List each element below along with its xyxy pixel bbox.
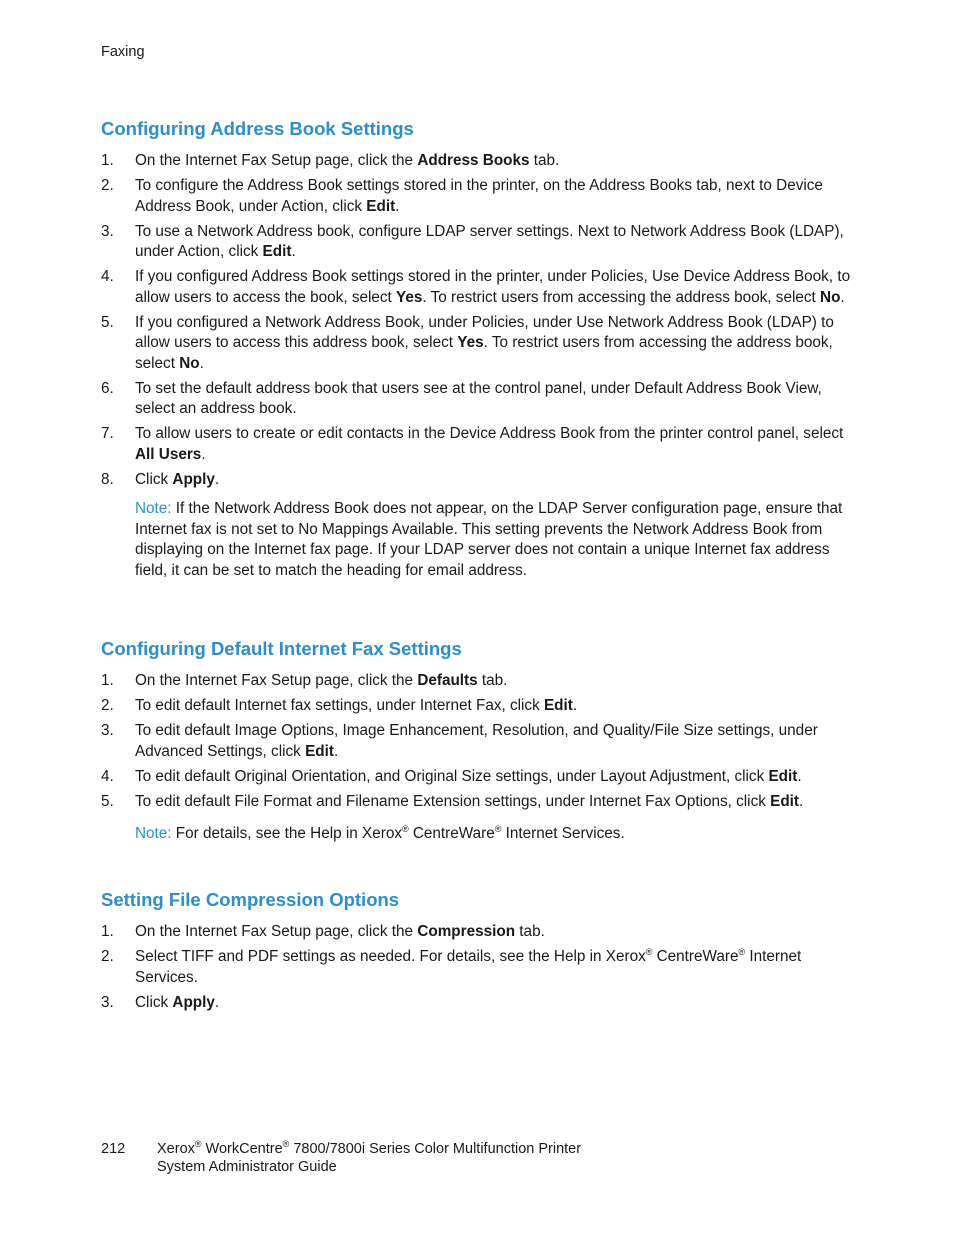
step-number: 6. [101,379,114,397]
section-heading: Configuring Default Internet Fax Settings [101,638,462,659]
section-address-book [101,117,861,581]
registered-mark: ® [282,1139,290,1150]
step-number: 5. [101,313,114,331]
text-run: . [799,792,804,810]
bold-term: Apply [172,470,215,488]
text-run: . [395,197,400,215]
note-label: Note: [135,825,172,842]
step-number: 1. [101,672,114,689]
step-number: 5. [101,792,114,810]
step-number: 4. [101,268,114,285]
text-run: Internet Services. [135,948,802,986]
text-run: CentreWare [652,948,739,965]
registered-mark: ® [401,823,409,834]
registered-mark: ® [738,946,746,957]
footer-product-line [157,1140,581,1158]
step-number: 4. [101,767,114,785]
step-number: 7. [101,425,114,442]
text-run: Click [135,993,173,1011]
text-run: Internet Services. [501,825,625,842]
text-run: . [214,470,220,488]
bold-term: Edit [366,197,396,215]
bold-term: Edit [543,697,573,714]
step-number: 1. [101,923,114,940]
bold-term: Yes [457,334,484,351]
text-run: . [201,445,206,463]
step-number: 3. [101,993,114,1011]
text-run: To edit default Original Orientation, and Original Size settings, under Layout Adjustment, click [135,767,769,785]
section-heading: Setting File Compression Options [101,889,400,910]
list-item [101,922,861,943]
section-file-compression [101,888,861,1018]
bold-term: All Users [135,445,202,463]
note [135,499,855,581]
text-run: Select TIFF and PDF settings as needed. For details, see the Help in Xerox [135,948,646,965]
text-run: Click [135,470,173,488]
running-head: Faxing [101,44,145,60]
text-run: . [572,697,578,714]
text-run: To use a Network Address book, configure LDAP server settings. Next to Network Address Book (LDAP), under Action, click [135,222,844,260]
text-run: . [797,767,802,785]
bold-term: No [179,354,200,372]
list-item [101,767,861,788]
text-run: If the Network Address Book does not appear, on the LDAP Server configuration page, ensure that Internet fax is not set to No Mappings Available. This setting prevents the Network Address Book from displaying on the Internet fax page. If your LDAP server does not contain a unique Internet fax address field, it can be set to match the heading for email address. [135,500,843,579]
text-run: tab. [477,672,508,689]
step-number: 3. [101,222,114,240]
text-run: To set the default address book that users see at the control panel, under Default Address Book View, select an address book. [135,379,822,417]
text-run: If you configured Address Book settings stored in the printer, under Policies, Use Device Address Book, to allow users to access the book, select [135,268,851,306]
note-label: Note: [135,500,172,517]
step-number: 2. [101,177,114,194]
text-run: WorkCentre [201,1141,283,1157]
list-item [101,721,861,762]
text-run: If you configured a Network Address Book, under Policies, under Use Network Address Book (LDAP) to allow users to access this address book, select [135,313,834,351]
text-run: To edit default Image Options, Image Enhancement, Resolution, and Quality/File Size settings, under Advanced Settings, click [135,722,818,760]
step-list [101,151,861,490]
registered-mark: ® [494,823,502,834]
text-run: On the Internet Fax Setup page, click the [135,672,418,689]
text-run: tab. [515,923,545,940]
registered-mark: ® [194,1139,202,1150]
step-list [101,922,861,1013]
step-number: 3. [101,722,114,739]
text-run: . [291,243,296,260]
list-item [101,176,861,217]
list-item [101,267,861,308]
text-run: 7800/7800i Series Color Multifunction Printer [289,1141,582,1157]
list-item [101,671,861,692]
text-run: To configure the Address Book settings stored in the printer, on the Address Books tab, next to Device Address Book, under Action, click [135,177,823,215]
list-item [101,151,861,172]
bold-term: Defaults [417,672,478,689]
bold-term: Edit [305,742,334,760]
list-item [101,947,861,988]
step-number: 2. [101,697,114,714]
note [135,824,855,845]
section-heading: Configuring Address Book Settings [101,118,414,139]
page-number: 212 [101,1141,126,1157]
bold-term: Address Books [417,152,530,169]
step-list [101,671,861,812]
text-run: To allow users to create or edit contacts in the Device Address Book from the printer control panel, select [135,425,844,442]
bold-term: Edit [768,767,798,785]
list-item [101,993,861,1014]
text-run: . [333,742,339,760]
registered-mark: ® [645,946,653,957]
list-item [101,792,861,813]
bold-term: Edit [770,792,800,810]
list-item [101,313,861,375]
step-number: 2. [101,948,114,965]
section-default-internet-fax [101,637,861,845]
text-run: . To restrict users from accessing the address book, select [135,334,833,372]
text-run: Xerox [157,1141,195,1157]
note-text [172,825,625,842]
text-run: On the Internet Fax Setup page, click the [135,152,418,169]
list-item [101,696,861,717]
text-run: For details, see the Help in Xerox [171,825,402,842]
text-run: tab. [529,152,560,169]
list-item [101,424,861,465]
text-run: On the Internet Fax Setup page, click the [135,923,418,940]
list-item [101,470,861,491]
bold-term: Edit [262,243,292,260]
text-run: To edit default Internet fax settings, under Internet Fax, click [135,697,544,714]
list-item [101,379,861,420]
bold-term: Compression [417,923,516,940]
bold-term: No [820,288,841,306]
text-run: . [840,288,845,306]
text-run: . To restrict users from accessing the address book, select [422,288,821,306]
step-number: 8. [101,470,114,488]
bold-term: Yes [396,288,423,306]
bold-term: Apply [172,993,215,1011]
step-number: 1. [101,152,114,169]
note-text [135,500,842,579]
footer-guide-title: System Administrator Guide [157,1159,337,1175]
text-run: . [199,354,204,372]
text-run: CentreWare [408,825,495,842]
list-item [101,222,861,263]
text-run: To edit default File Format and Filename Extension settings, under Internet Fax Options, click [135,792,771,810]
text-run: . [214,993,220,1011]
